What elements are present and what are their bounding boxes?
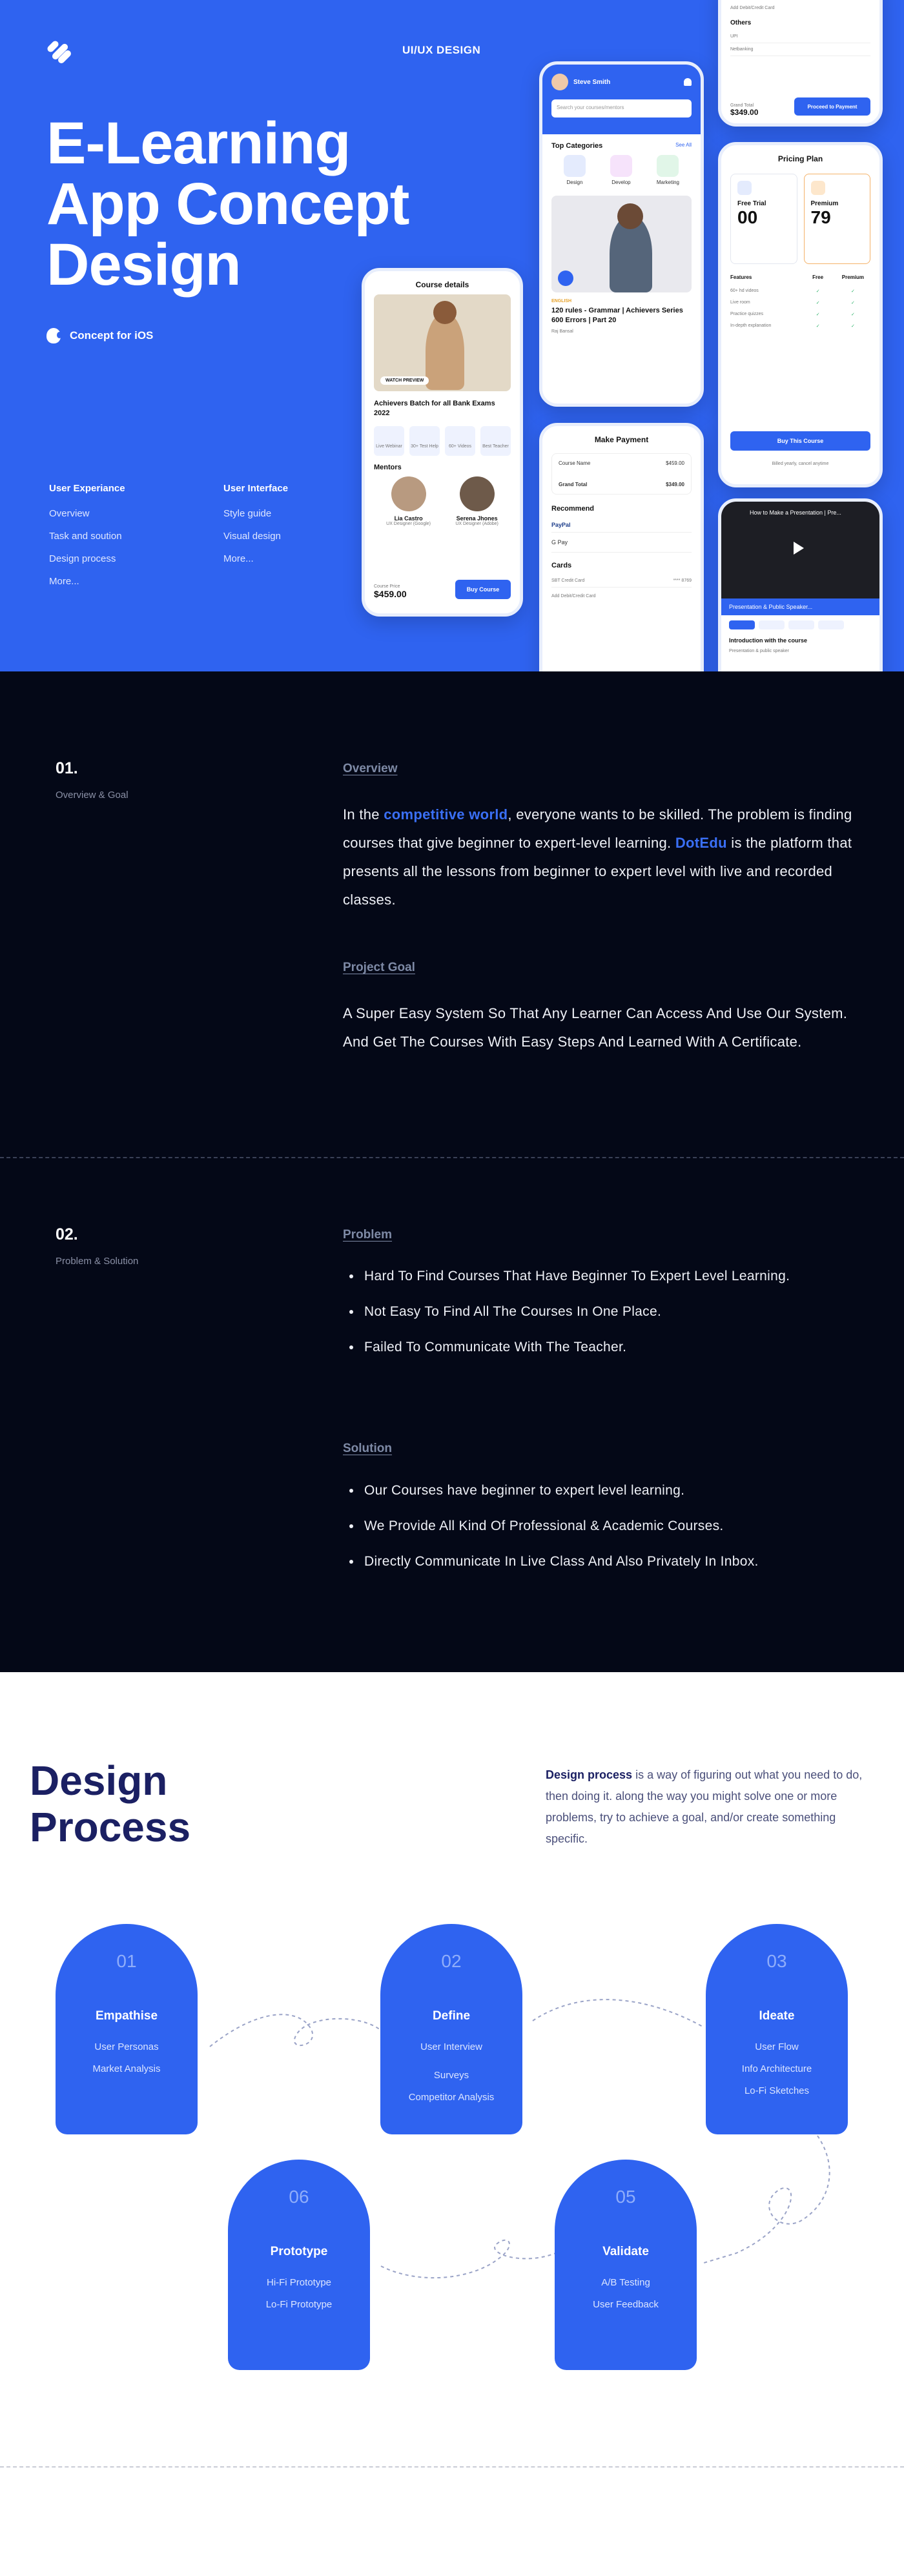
list-item: We Provide All Kind Of Professional & Academic Courses.	[343, 1514, 834, 1538]
link-style-guide[interactable]: Style guide	[223, 508, 272, 519]
play-icon[interactable]	[558, 271, 573, 286]
process-description: Design process is a way of figuring out what you need to do, then doing it. along the way you might solve one or more problems, try to achieve a goal, and/or create something specific.	[546, 1768, 863, 1845]
card-option[interactable]: SBT Credit Card **** 8769	[551, 575, 692, 588]
solution-list	[343, 1478, 834, 1585]
apple-icon	[46, 328, 61, 343]
play-icon[interactable]	[794, 542, 804, 555]
ui-links: User Interface Style guide Visual design More...	[223, 483, 289, 564]
mentor-list	[374, 476, 511, 526]
phone-payment: Make Payment Course Name $459.00 Grand Total $349.00 Recommend PayPal G Pay Cards SBT Credit Card **** 8769 Add Debit/Credit Card	[539, 423, 704, 671]
buy-this-course-button[interactable]: Buy This Course	[730, 431, 870, 451]
see-all-link[interactable]: See All	[675, 142, 692, 148]
solution-heading: Solution	[343, 1442, 392, 1455]
category-develop[interactable]: Develop	[610, 155, 632, 185]
avatar	[391, 476, 426, 511]
process-step-ideate: 03 Ideate User Flow Info Architecture Lo-Fi Sketches	[706, 1924, 848, 2134]
problem-list	[343, 1264, 834, 1371]
feature-header: Features Free Premium	[730, 274, 864, 280]
process-step-empathise: 01 Empathise User Personas Market Analysis	[56, 1924, 198, 2134]
goal-text: A Super Easy System So That Any Learner Can Access And Use Our System. And Get The Courses With Easy Steps And Learned With A Certificate.	[343, 1005, 848, 1050]
avatar	[551, 74, 568, 90]
buy-course-button[interactable]: Buy Course	[455, 580, 511, 599]
link-more-ui[interactable]: More...	[223, 553, 254, 564]
hero-tag: UI/UX DESIGN	[402, 44, 481, 56]
gpay-option[interactable]: G Pay	[551, 533, 692, 553]
bell-icon[interactable]	[684, 78, 692, 86]
link-visual-design[interactable]: Visual design	[223, 531, 281, 542]
payment-summary: Course Name $459.00 Grand Total $349.00	[551, 453, 692, 495]
overview-section: 01. Overview & Goal Overview In the competitive world, everyone wants to be skilled. The problem is finding courses that give beginner to expert-level learning. DotEdu is the platform that presents all the lessons from beginner to expert level with live and recorded classes. Project Goal A Super Easy System So That Any Learner Can Access And Use Our System. And Get The Courses With Easy Steps And Learned With A Certificate. 02. Problem & Solution Problem Hard To Find Courses That Have Beginner To Expert Level Learning. Not Easy To Find All The Courses In One Place. Failed To Communicate With The Teacher. Solution Our Courses have beginner to expert level learning. We Provide All Kind Of Professional & Academic Courses. Directly Communicate In Live Class And Also Privately In Inbox.	[0, 671, 904, 1672]
overview-heading: Overview	[343, 762, 398, 775]
add-card-link[interactable]: Add Debit/Credit Card	[551, 594, 596, 598]
platform-label: Concept for iOS	[46, 328, 153, 343]
process-step-validate: 05 Validate A/B Testing User Feedback	[555, 2160, 697, 2370]
list-item: Directly Communicate In Live Class And Also Privately In Inbox.	[343, 1549, 834, 1574]
lesson-item[interactable]: Presentation & public speaker	[729, 649, 789, 653]
link-overview[interactable]: Overview	[49, 508, 90, 519]
process-step-define: 02 Define User Interview Surveys Competitor Analysis	[380, 1924, 522, 2134]
overview-text: In the competitive world, everyone wants to be skilled. The problem is finding courses that give beginner to expert-level learning. DotEdu is the platform that presents all the lessons from beginner to expert level with live and recorded classes.	[343, 806, 852, 908]
ux-links: User Experiance Overview Task and soution Design process More...	[49, 483, 125, 587]
watch-preview-button[interactable]: WATCH PREVIEW	[380, 376, 429, 385]
process-title: Design Process	[30, 1757, 191, 1850]
course-features: Live Webinar 30+ Test Help 60+ Videos Best Teacher	[374, 426, 511, 456]
netbanking-option[interactable]: Netbanking	[730, 43, 870, 56]
brand-logo-icon	[45, 36, 74, 64]
list-item: Failed To Communicate With The Teacher.	[343, 1335, 834, 1360]
phone-course-details: Course details WATCH PREVIEW Achievers Batch for all Bank Exams 2022 Live Webinar 30+ Test Help 60+ Videos Best Teacher Mentors Lia Castro UX Designer (Google) Serena Jhones UX Designer (Adobe) Course Price $459.00 Buy Course	[362, 268, 523, 617]
plan-premium[interactable]: Premium 79	[804, 174, 871, 264]
link-design-process[interactable]: Design process	[49, 553, 116, 564]
goal-heading: Project Goal	[343, 961, 415, 974]
phone-pricing-plan: Pricing Plan Free Trial 00 Premium 79 Features Free Premium 60+ hd videos ✓ ✓ Live room ✓ ✓ Practice quizzes ✓ ✓ In-depth explanation ✓ ✓ Buy This Course Billed yearly, cancel anytime	[718, 142, 883, 487]
list-item: Hard To Find Courses That Have Beginner To Expert Level Learning.	[343, 1264, 834, 1289]
divider	[0, 2466, 904, 2468]
category-marketing[interactable]: Marketing	[657, 155, 679, 185]
list-item: Not Easy To Find All The Courses In One Place.	[343, 1300, 834, 1324]
mentor-card[interactable]: Lia Castro UX Designer (Google)	[386, 476, 431, 526]
link-more-ux[interactable]: More...	[49, 576, 79, 587]
phone-home: Steve Smith Search your courses/mentors Top Categories See All Design Develop Marketing ENGLISH 120 rules - Grammar | Achievers Series 600 Errors | Part 20 Raj Bansal	[539, 61, 704, 407]
category-list	[542, 155, 701, 185]
course-tab[interactable]: Presentation & Public Speaker...	[721, 598, 879, 615]
process-step-prototype: 06 Prototype Hi-Fi Prototype Lo-Fi Prototype	[228, 2160, 370, 2370]
plan-cards	[730, 174, 870, 264]
feature-list: 60+ hd videos ✓ ✓ Live room ✓ ✓ Practice quizzes ✓ ✓ In-depth explanation ✓ ✓	[730, 289, 855, 329]
paypal-option[interactable]: PayPal	[551, 518, 692, 533]
add-card-link[interactable]: Add Debit/Credit Card	[730, 6, 775, 10]
course-thumbnail[interactable]	[551, 196, 692, 292]
phone-payment-methods: Add Debit/Credit Card Others UPI Netbanking Grand Total $349.00 Proceed to Payment	[718, 0, 883, 127]
course-preview-image	[374, 294, 511, 391]
phone-video: How to Make a Presentation | Pre... Presentation & Public Speaker... Introduction with the course Presentation & public speaker	[718, 498, 883, 671]
list-item: Our Courses have beginner to expert level learning.	[343, 1478, 834, 1503]
video-player[interactable]: How to Make a Presentation | Pre...	[721, 502, 879, 598]
hero-section	[0, 0, 904, 671]
problem-heading: Problem	[343, 1228, 393, 1242]
search-input[interactable]: Search your courses/mentors	[551, 99, 692, 118]
plan-free[interactable]: Free Trial 00	[730, 174, 797, 264]
link-task[interactable]: Task and soution	[49, 531, 122, 542]
mentor-card[interactable]: Serena Jhones UX Designer (Adobe)	[455, 476, 498, 526]
home-header: Steve Smith Search your courses/mentors	[542, 65, 701, 134]
chapter-tabs	[721, 615, 879, 635]
upi-option[interactable]: UPI	[730, 30, 870, 43]
category-design[interactable]: Design	[564, 155, 586, 185]
divider	[0, 1157, 904, 1158]
avatar	[460, 476, 495, 511]
proceed-payment-button[interactable]: Proceed to Payment	[794, 97, 870, 116]
hero-title: E-Learning App Concept Design	[46, 110, 409, 298]
